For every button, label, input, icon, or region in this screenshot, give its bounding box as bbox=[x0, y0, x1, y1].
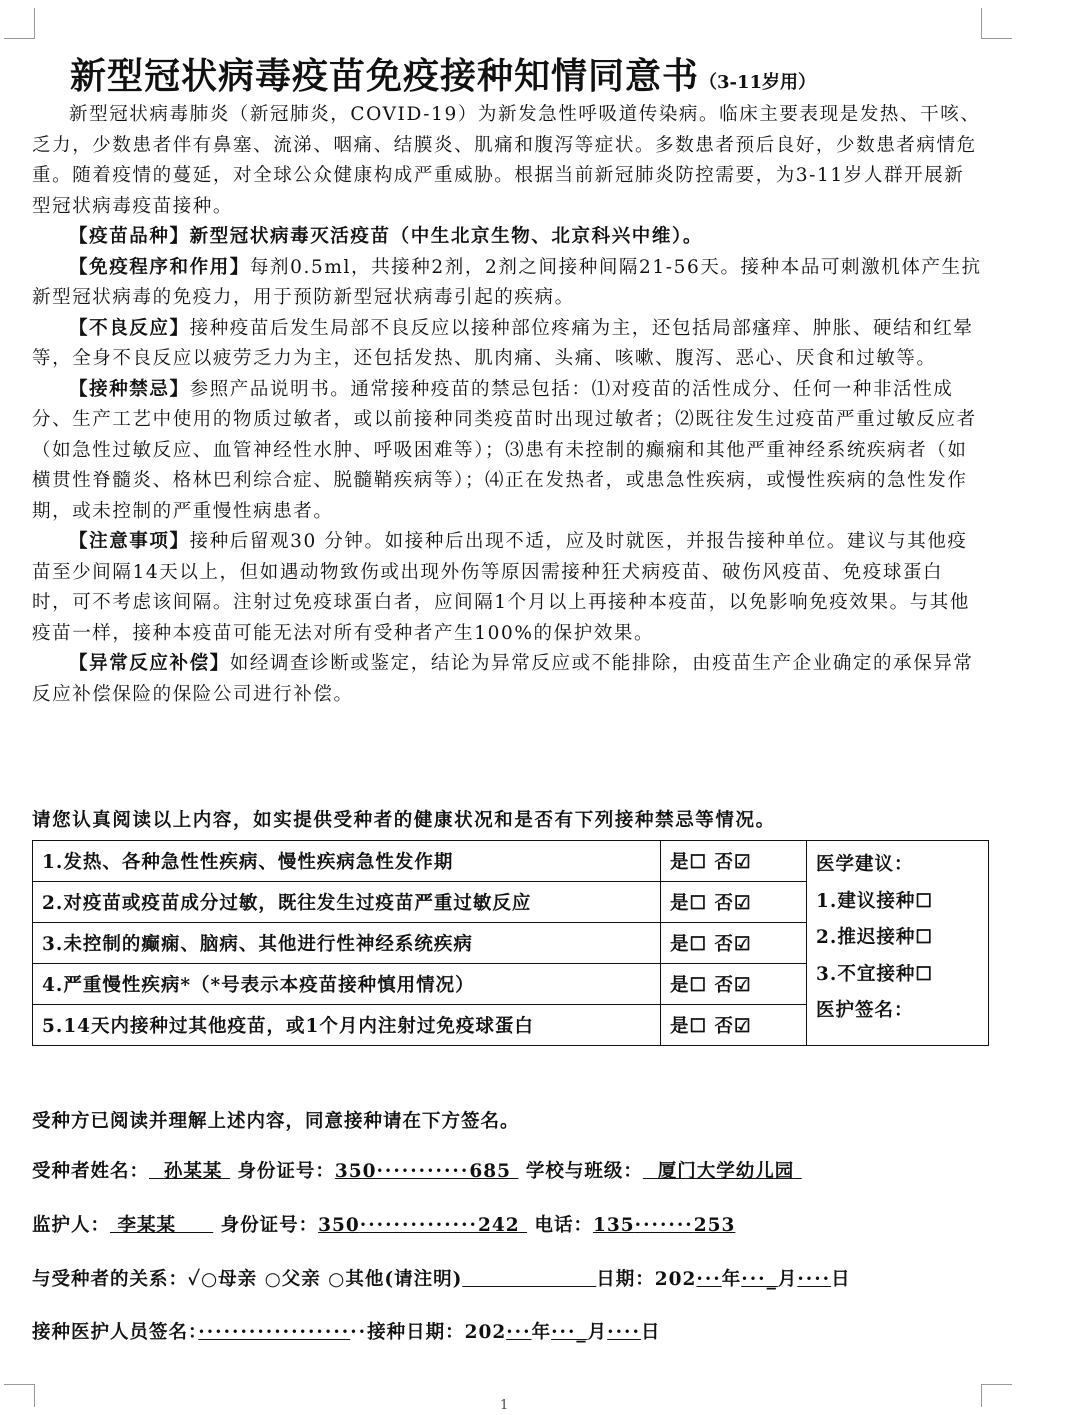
recipient-school-field[interactable]: 厦门大学幼儿园 bbox=[657, 1161, 795, 1182]
section-vaccine-type: 【疫苗品种】新型冠状病毒灭活疫苗（中生北京生物、北京科兴中维）。 bbox=[69, 226, 703, 247]
relation-father-option[interactable]: ○父亲 bbox=[264, 1269, 321, 1290]
year-field[interactable]: ··· bbox=[696, 1269, 722, 1290]
screening-question: 4.严重慢性疾病*（*号表示本疫苗接种慎用情况） bbox=[33, 964, 661, 1005]
screening-question: 5.14天内接种过其他疫苗，或1个月内注射过免疫球蛋白 bbox=[33, 1005, 661, 1046]
yes-no-checkbox[interactable]: 是☐ 否☑ bbox=[661, 882, 807, 923]
guardian-phone-field[interactable]: 135·······253 bbox=[593, 1215, 736, 1236]
yes-no-checkbox[interactable]: 是☐ 否☑ bbox=[661, 841, 807, 882]
yes-no-checkbox[interactable]: 是☐ 否☑ bbox=[661, 1005, 807, 1046]
consent-body bbox=[32, 100, 982, 710]
staff-signature-field[interactable]: ·················· bbox=[198, 1322, 351, 1343]
recipient-id-field[interactable]: 350···········685 bbox=[334, 1161, 511, 1182]
consent-statement: 受种方已阅读并理解上述内容，同意接种请在下方签名。 bbox=[32, 1111, 520, 1132]
relation-other-field[interactable] bbox=[462, 1269, 596, 1290]
screening-table bbox=[32, 840, 989, 1046]
month-field[interactable]: ···_ bbox=[741, 1269, 778, 1290]
medical-staff-signature: 医护签名： bbox=[816, 1000, 914, 1021]
screening-notice: 请您认真阅读以上内容，如实提供受种者的健康状况和是否有下列接种禁忌等情况。 bbox=[32, 810, 776, 831]
relationship-line: 与受种者的关系：✓○母亲 ○父亲 ○其他(请注明) 日期：202···年···_月····日 bbox=[32, 1269, 851, 1290]
staff-line: 接种医护人员签名：····················接种日期：202···年···_月····日 bbox=[32, 1322, 661, 1343]
section-adverse-reactions: 【不良反应】接种疫苗后发生局部不良反应以接种部位疼痛为主，还包括局部瘙痒、肿胀、硬结和红晕等，全身不良反应以疲劳乏力为主，还包括发热、肌肉痛、头痛、咳嗽、腹泻、恶心、厌食和过敏等。 bbox=[32, 317, 974, 369]
advice-option-not-advised[interactable]: 3.不宜接种☐ bbox=[816, 963, 933, 985]
screening-question: 3.未控制的癫痫、脑病、其他进行性神经系统疾病 bbox=[33, 923, 661, 964]
section-schedule: 【免疫程序和作用】每剂0.5ml，共接种2剂，2剂之间接种间隔21-56天。接种本品可刺激机体产生抗新型冠状病毒的免疫力，用于预防新型冠状病毒引起的疾病。 bbox=[32, 256, 982, 308]
vaccination-year-field[interactable]: ··· bbox=[506, 1322, 532, 1343]
advice-option-postpone[interactable]: 2.推迟接种☐ bbox=[816, 927, 933, 948]
screening-question: 1.发热、各种急性性疾病、慢性疾病急性发作期 bbox=[33, 841, 661, 882]
guardian-name-field[interactable]: 李某某 bbox=[117, 1215, 176, 1236]
recipient-line: 受种者姓名： 孙某某 身份证号：350···········685 学校与班级： 厦门大学幼儿园 bbox=[32, 1157, 802, 1183]
recipient-name-field[interactable]: 孙某某 bbox=[163, 1161, 223, 1182]
page-corner-mark bbox=[981, 1384, 1012, 1407]
title-main: 新型冠状病毒疫苗免疫接种知情同意书 bbox=[70, 55, 700, 97]
guardian-line: 监护人： 李某某 身份证号：350··············242 电话：135·······253 bbox=[32, 1215, 736, 1236]
relation-other-option[interactable]: ○其他(请注明) bbox=[328, 1269, 463, 1290]
yes-no-checkbox[interactable]: 是☐ 否☑ bbox=[661, 964, 807, 1005]
medical-advice-cell bbox=[807, 841, 989, 1046]
title-age-range: （3-11岁用） bbox=[699, 72, 817, 93]
relation-mother-option[interactable]: ○母亲 bbox=[200, 1269, 258, 1290]
page-corner-mark bbox=[4, 1384, 35, 1407]
vaccination-day-field[interactable]: ···· bbox=[607, 1322, 641, 1343]
screening-question: 2.对疫苗或疫苗成分过敏，既往发生过疫苗严重过敏反应 bbox=[33, 882, 661, 923]
page-corner-mark bbox=[4, 8, 35, 39]
section-contraindications: 【接种禁忌】参照产品说明书。通常接种疫苗的禁忌包括：⑴对疫苗的活性成分、任何一种非活性成分、生产工艺中使用的物质过敏者，或以前接种同类疫苗时出现过敏者；⑵既往发生过疫苗严重过敏反应者（如急性过敏反应、血管神经性水肿、呼吸困难等）；⑶患有未控制的癫痫和其他严重神经系统疾病者（如横贯性脊髓炎、格林巴利综合症、脱髓鞘疾病等）；⑷正在发热者，或患急性疾病，或慢性疾病的急性发作期，或未控制的严重慢性病患者。 bbox=[32, 378, 977, 522]
table-row bbox=[33, 841, 989, 882]
advice-option-recommend[interactable]: 1.建议接种☐ bbox=[816, 890, 933, 912]
section-compensation: 【异常反应补偿】如经调查诊断或鉴定，结论为异常反应或不能排除，由疫苗生产企业确定的承保异常反应补偿保险的保险公司进行补偿。 bbox=[32, 653, 974, 705]
medical-advice-title: 医学建议： bbox=[816, 854, 914, 875]
day-field[interactable]: ···· bbox=[797, 1269, 832, 1290]
vaccination-month-field[interactable]: ···_ bbox=[551, 1322, 588, 1343]
intro-paragraph: 新型冠状病毒肺炎（新冠肺炎，COVID-19）为新发急性呼吸道传染病。临床主要表现是发热、干咳、乏力，少数患者伴有鼻塞、流涕、咽痛、结膜炎、肌痛和腹泻等症状。多数患者预后良好，少数患者病情危重。随着疫情的蔓延，对全球公众健康构成严重威胁。根据当前新冠肺炎防控需要，为3-11岁人群开展新型冠状病毒疫苗接种。 bbox=[32, 104, 981, 217]
section-precautions: 【注意事项】接种后留观30 分钟。如接种后出现不适，应及时就医，并报告接种单位。建议与其他疫苗至少间隔14天以上，但如遇动物致伤或出现外伤等原因需接种狂犬病疫苗、破伤风疫苗、免疫球蛋白时，可不考虑该间隔。注射过免疫球蛋白者，应间隔1个月以上再接种本疫苗，以免影响免疫效果。与其他疫苗一样，接种本疫苗可能无法对所有受种者产生100%的保护效果。 bbox=[32, 531, 970, 644]
page-number: 1 bbox=[500, 1398, 509, 1413]
guardian-id-field[interactable]: 350··············242 bbox=[318, 1215, 520, 1236]
document-title bbox=[70, 48, 816, 99]
checkmark-icon: ✓ bbox=[188, 1269, 201, 1290]
page-corner-mark bbox=[981, 8, 1012, 39]
yes-no-checkbox[interactable]: 是☐ 否☑ bbox=[661, 923, 807, 964]
